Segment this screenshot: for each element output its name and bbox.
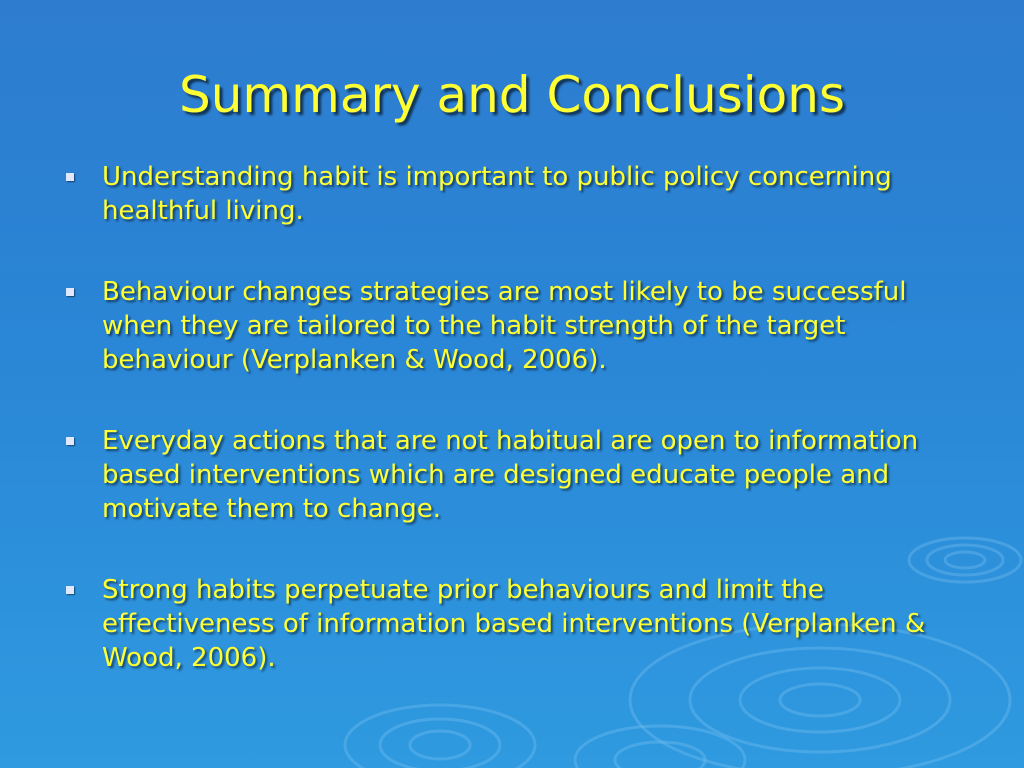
bullet-text: Behaviour changes strategies are most likely to be successful when they are tailored to the habit strength of the target behaviour (Verplanken & Wood, 2006).	[102, 277, 907, 375]
bullet-item	[62, 573, 962, 675]
square-bullet-icon	[66, 173, 74, 181]
bullet-text: Understanding habit is important to public policy concerning healthful living.	[102, 162, 892, 226]
bullet-text: Everyday actions that are not habitual are open to information based interventions which are designed educate people and motivate them to change.	[102, 426, 919, 524]
square-bullet-icon	[66, 437, 74, 445]
bullet-item	[62, 160, 962, 228]
square-bullet-icon	[66, 586, 74, 594]
bullet-list	[62, 160, 962, 722]
square-bullet-icon	[66, 288, 74, 296]
bullet-item	[62, 424, 962, 526]
bullet-item	[62, 275, 962, 377]
slide-title: Summary and Conclusions	[178, 66, 845, 124]
bullet-text: Strong habits perpetuate prior behaviours and limit the effectiveness of information based interventions (Verplanken & Wood, 2006).	[102, 575, 926, 673]
